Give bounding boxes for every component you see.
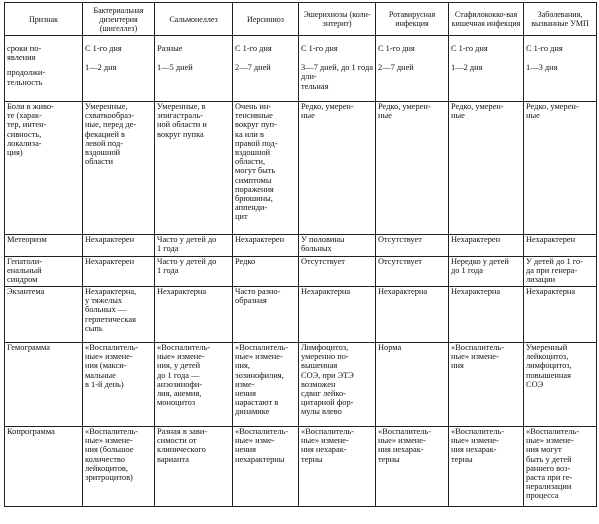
table-row <box>5 36 597 102</box>
row-label-coprogram: Копрограмма <box>5 427 83 507</box>
row-label-onset <box>5 36 83 102</box>
table-cell: Редко, умерен- ные <box>376 102 449 235</box>
table-cell: Отсутствует <box>376 235 449 257</box>
table-row <box>5 257 597 287</box>
cell-onset: С 1-го дня <box>301 44 338 53</box>
table-cell: «Воспалитель- ные» измене- ния, у детей до 1 года — анэозинофи- лия, анемия, моноцитоз <box>155 343 233 427</box>
table-cell <box>449 36 524 102</box>
cell-duration: 2—7 дней <box>378 63 414 73</box>
table-row <box>5 427 597 507</box>
table-cell: «Воспалитель- ные» измене- ния <box>449 343 524 427</box>
table-cell <box>299 36 376 102</box>
table-cell: Нехарактерна <box>299 287 376 343</box>
table-row <box>5 343 597 427</box>
table-cell: Редко <box>233 257 299 287</box>
table-cell: Умеренные, схваткообраз- ные, перед де- фекацией в левой под- вздошной области <box>83 102 155 235</box>
table-cell: Нехарактерен <box>233 235 299 257</box>
table-cell: Редко, умерен- ные <box>299 102 376 235</box>
comparison-table <box>4 2 597 507</box>
cell-onset: С 1-го дня <box>378 44 415 53</box>
row-label-abdominal-pain: Боли в живо- те (харак- тер, интен- сивность, локализа- ция) <box>5 102 83 235</box>
row-label-meteorism: Метеоризм <box>5 235 83 257</box>
cell-onset: С 1-го дня <box>85 44 122 53</box>
header-cell-ump: Заболевания, вызванные УМП <box>524 3 597 36</box>
header-cell-shigellosis: Бактериальная дизентерия (шигеллез) <box>83 3 155 36</box>
table-cell: Отсутствует <box>299 257 376 287</box>
table-cell: Нехарактерен <box>83 257 155 287</box>
table-cell <box>83 36 155 102</box>
table-row <box>5 235 597 257</box>
table-cell: Разная в зави- симости от клинического варианта <box>155 427 233 507</box>
table-header-row <box>5 3 597 36</box>
table-cell: Умеренные, в эпигастраль- ной области и вокруг пупка <box>155 102 233 235</box>
table-cell: У половины больных <box>299 235 376 257</box>
table-cell: «Воспалитель- ные» измене- ния нехарак- терны <box>449 427 524 507</box>
table-cell: Нередко у детей до 1 года <box>449 257 524 287</box>
table-cell: «Воспалитель- ные» измене- ния (большое количество лейкоцитов, эритроцитов) <box>83 427 155 507</box>
table-cell: «Воспалитель- ные» измене- ния (макси- мальные в 1-й день) <box>83 343 155 427</box>
header-cell-staphylococcal: Стафилококко-вая кишечная инфекция <box>449 3 524 36</box>
table-cell: Редко, умерен- ные <box>449 102 524 235</box>
table-cell: Лимфоцитоз, умеренно по- вышенная СОЭ, при ЭТЭ возможен сдвиг лейко- цитарной фор- мулы влево <box>299 343 376 427</box>
table-cell: Часто разно- образная <box>233 287 299 343</box>
table-cell: Умеренный лейкоцитоз, лимфоцитоз, повышенная СОЭ <box>524 343 597 427</box>
table-cell <box>376 36 449 102</box>
row-label-onset-b: продолжи- тельность <box>7 68 46 87</box>
table-cell: У детей до 1 го- да при генера- лизации <box>524 257 597 287</box>
header-cell-rotavirus: Ротавирусная инфекция <box>376 3 449 36</box>
table-cell <box>524 36 597 102</box>
table-cell: «Воспалитель- ные» измене- ния, эозинофилия, изме- нения нарастают в динамике <box>233 343 299 427</box>
table-cell: Часто у детей до 1 года <box>155 235 233 257</box>
table-cell: Нехарактерен <box>524 235 597 257</box>
table-cell: «Воспалитель- ные» измене- ния могут быть у детей раннего воз- раста при ге- нерализации процесса <box>524 427 597 507</box>
cell-onset: Разные <box>157 44 183 53</box>
table-cell: Отсутствует <box>376 257 449 287</box>
table-cell: «Воспалитель- ные» измене- ния нехарак- терны <box>299 427 376 507</box>
table-row <box>5 102 597 235</box>
table-cell: Нехарактерна <box>449 287 524 343</box>
cell-onset: С 1-го дня <box>526 44 563 53</box>
table-cell: Нехарактерна <box>376 287 449 343</box>
table-cell: Очень ин- тенсивные вокруг пуп- ка или в правой под- вздошной области, могут быть симптомы поражения брюшины, аппенди- цит <box>233 102 299 235</box>
table-cell <box>155 36 233 102</box>
table-row <box>5 287 597 343</box>
row-label-hemogram: Гемограмма <box>5 343 83 427</box>
cell-duration: 1—2 дня <box>85 63 117 73</box>
table-cell: Часто у детей до 1 года <box>155 257 233 287</box>
table-cell: «Воспалитель- ные» измене- ния нехарак- терны <box>376 427 449 507</box>
table-cell: Норма <box>376 343 449 427</box>
row-label-hepatolienal: Гепатоли- енальный синдром <box>5 257 83 287</box>
table-cell: Нехарактерен <box>449 235 524 257</box>
header-cell-salmonellosis: Сальмонеллез <box>155 3 233 36</box>
cell-onset: С 1-го дня <box>235 44 272 53</box>
cell-duration: 3—7 дней, до 1 года дли- тельная <box>301 63 373 91</box>
cell-duration: 1—5 дней <box>157 63 193 73</box>
row-label-exanthema: Экзантема <box>5 287 83 343</box>
table-cell: «Воспалитель- ные» изме- нения нехарактерны <box>233 427 299 507</box>
header-cell-feature: Признак <box>5 3 83 36</box>
table-cell: Нехарактерен <box>83 235 155 257</box>
cell-duration: 1—3 дня <box>526 63 558 73</box>
table-cell <box>233 36 299 102</box>
cell-duration: 1—2 дня <box>451 63 483 73</box>
cell-onset: С 1-го дня <box>451 44 488 53</box>
header-cell-escherichiosis: Эшерихиозы (коли-энтерит) <box>299 3 376 36</box>
header-cell-yersiniosis: Иерсиниоз <box>233 3 299 36</box>
row-label-onset-a: сроки по- явления <box>7 44 42 63</box>
cell-duration: 2—7 дней <box>235 63 271 73</box>
table-cell: Редко, умерен- ные <box>524 102 597 235</box>
table-cell: Нехарактерна <box>524 287 597 343</box>
table-cell: Нехарактерна, у тяжелых больных — герпетическая сыпь <box>83 287 155 343</box>
table-cell: Нехарактерна <box>155 287 233 343</box>
